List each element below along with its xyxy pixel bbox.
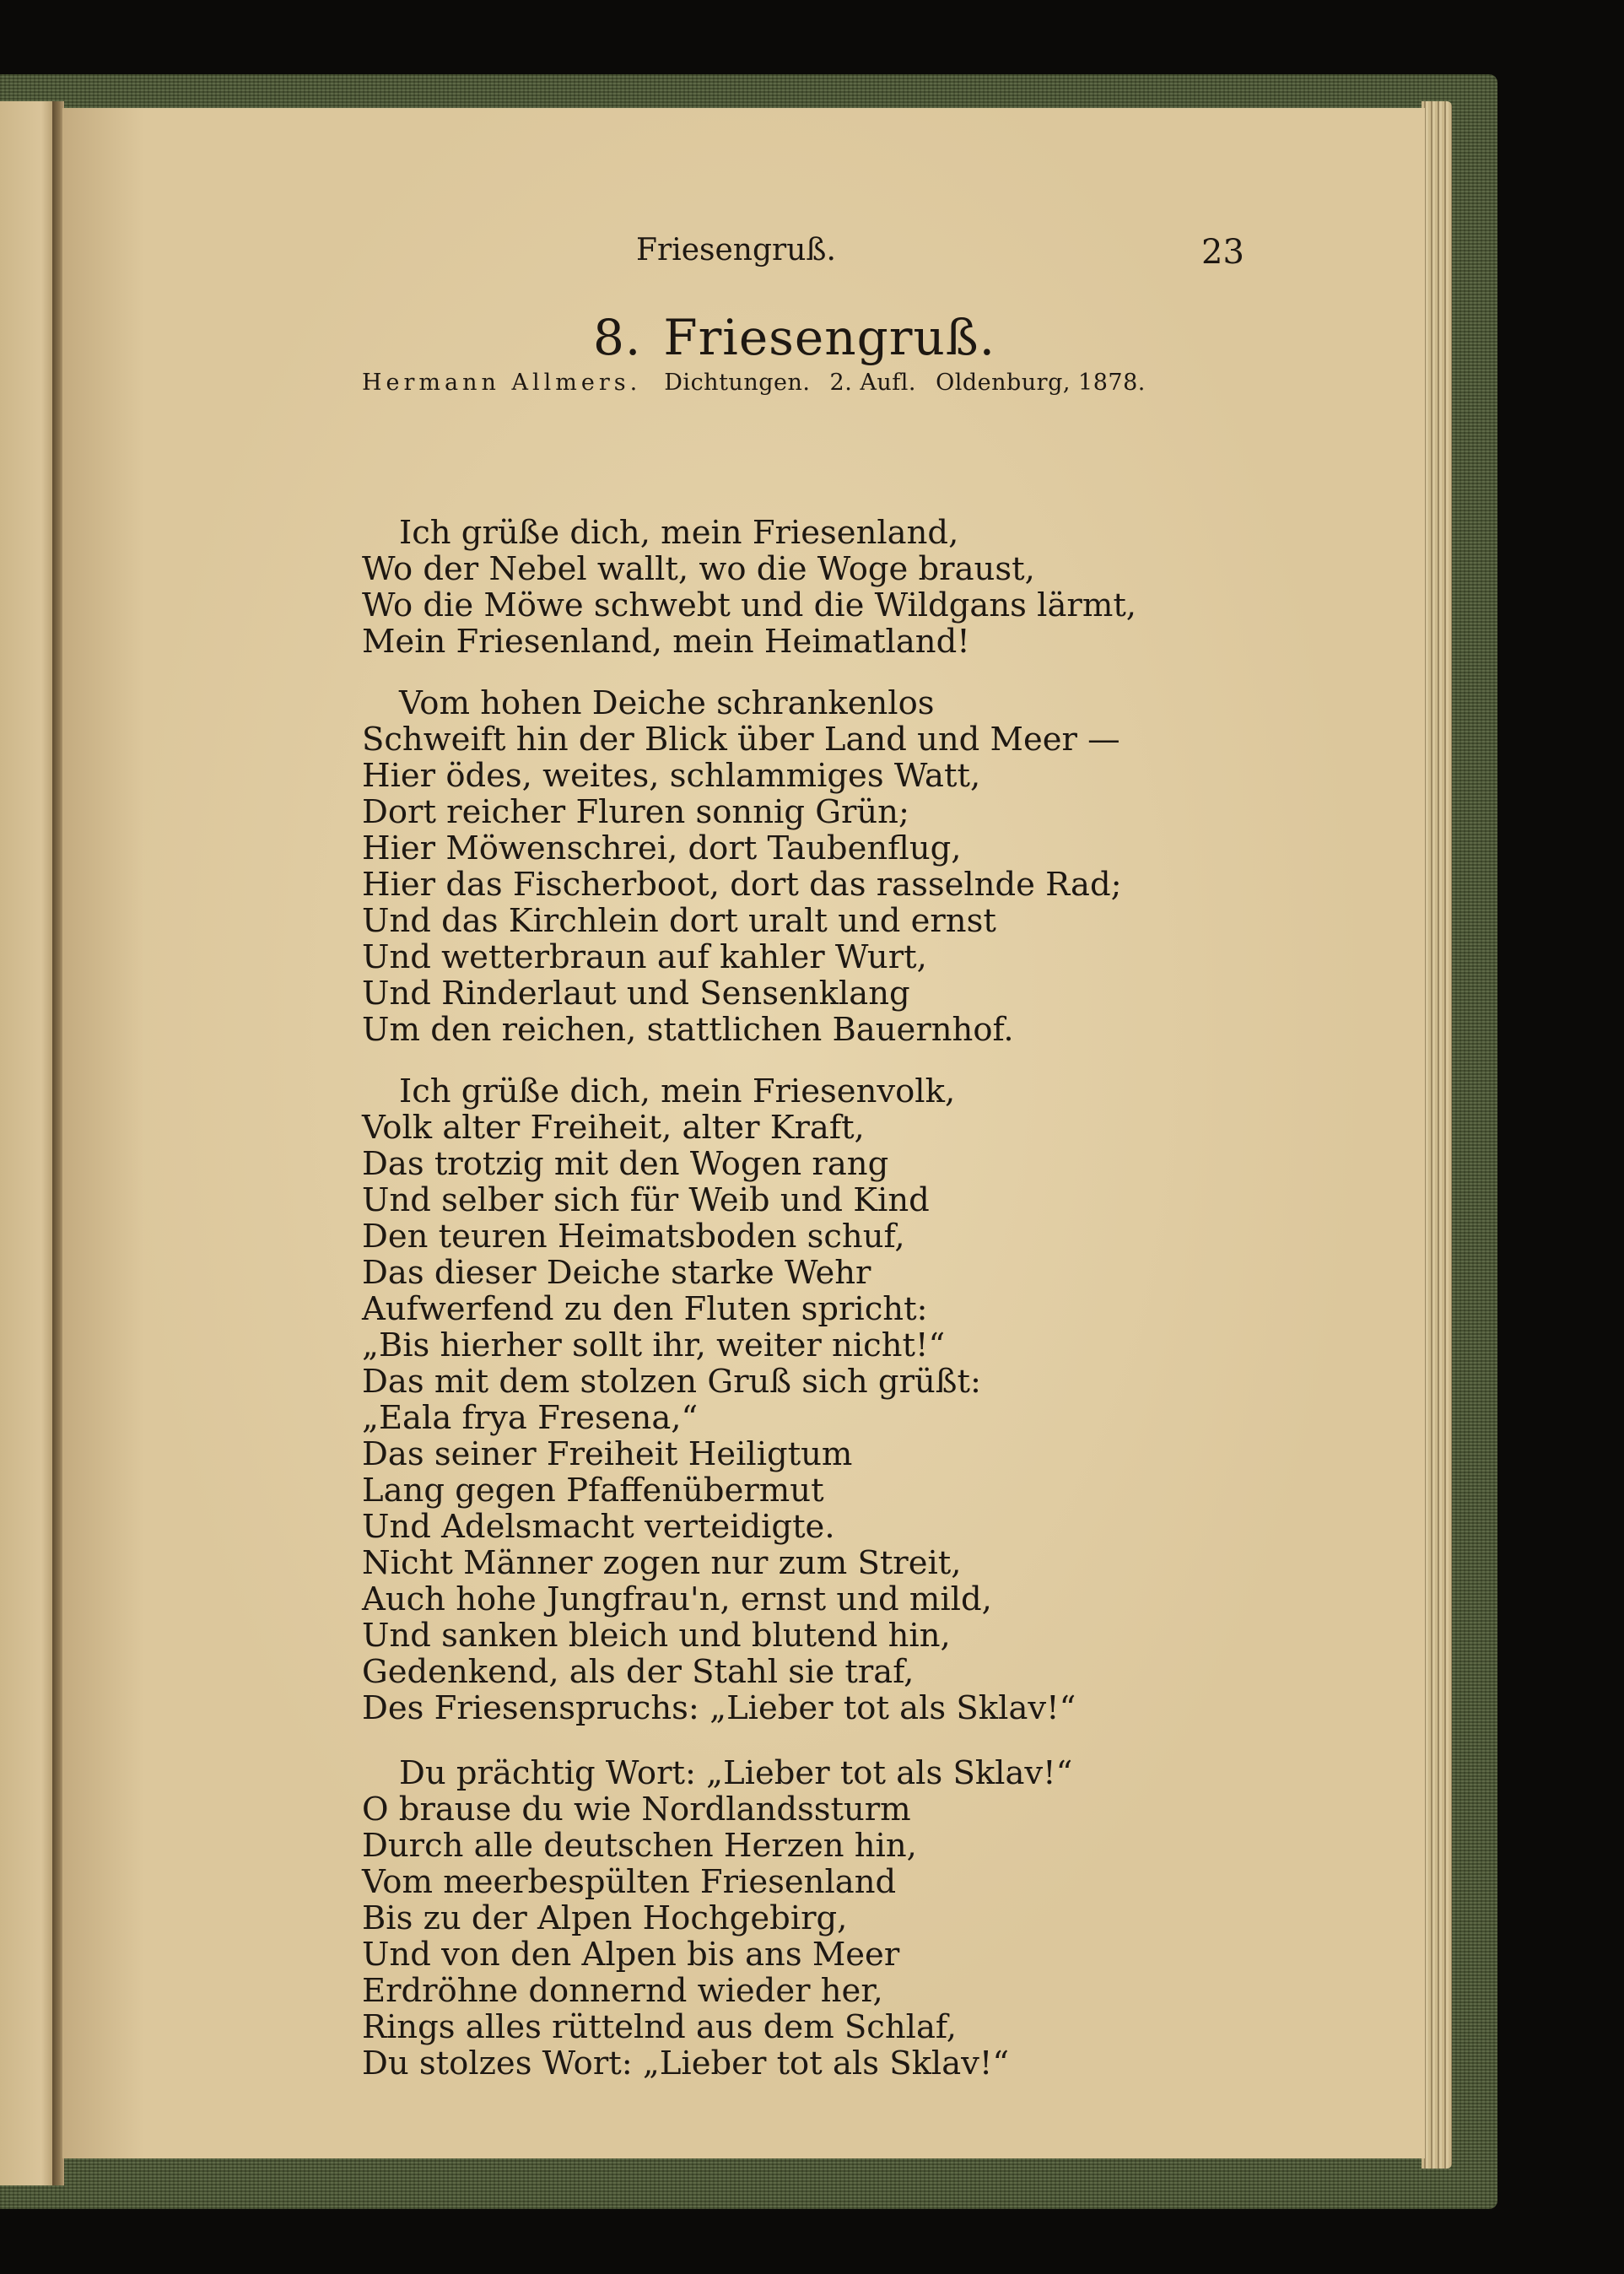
verse-line: Du prächtig Wort: „Lieber tot als Sklav!“: [399, 1754, 1073, 1792]
verse-line: Und das Kirchlein dort uralt und ernst: [362, 902, 996, 940]
verse-line: Und selber sich für Weib und Kind: [362, 1181, 930, 1219]
source-edition: 2. Aufl.: [829, 370, 916, 396]
page-number: 23: [1201, 233, 1244, 272]
verse-line: Um den reichen, stattlichen Bauernhof.: [362, 1011, 1014, 1049]
verse-line: Schweift hin der Blick über Land und Meer —: [362, 721, 1120, 759]
page-edges: [1422, 101, 1452, 2169]
verse-line: Und wetterbraun auf kahler Wurt,: [362, 938, 927, 976]
source-citation: [362, 370, 1157, 396]
verse-line: Erdröhne donnernd wieder her,: [362, 1972, 883, 2010]
verse-line: Gedenkend, als der Stahl sie traf,: [362, 1653, 915, 1691]
verse-line: Ich grüße dich, mein Friesenland,: [399, 514, 959, 552]
stanza-2: [362, 685, 1122, 1048]
verse-line: Bis zu der Alpen Hochgebirg,: [362, 1899, 848, 1937]
verse-line: Wo der Nebel wallt, wo die Woge braust,: [362, 550, 1035, 588]
stanza-3: [362, 1073, 1076, 1726]
verse-line: Aufwerfend zu den Fluten spricht:: [362, 1290, 928, 1328]
verse-line: Des Friesenspruchs: „Lieber tot als Sklav!“: [362, 1689, 1076, 1727]
verse-line: Den teuren Heimatsboden schuf,: [362, 1218, 905, 1256]
verse-line: Das mit dem stolzen Gruß sich grüßt:: [362, 1363, 981, 1401]
verse-line: Das trotzig mit den Wogen rang: [362, 1145, 889, 1183]
verse-line: Das dieser Deiche starke Wehr: [362, 1254, 871, 1292]
verse-line: „Bis hierher sollt ihr, weiter nicht!“: [362, 1326, 946, 1364]
verse-line: Dort reicher Fluren sonnig Grün;: [362, 793, 909, 831]
verse-line: Hier ödes, weites, schlammiges Watt,: [362, 757, 981, 795]
stanza-1: [362, 515, 1136, 660]
verse-line: O brause du wie Nordlandssturm: [362, 1791, 911, 1828]
verse-line: Nicht Männer zogen nur zum Streit,: [362, 1544, 962, 1582]
verse-line: Vom meerbespülten Friesenland: [362, 1863, 897, 1901]
poem-heading: [62, 309, 1425, 366]
source-place-year: Oldenburg, 1878.: [936, 370, 1146, 396]
verse-line: Hier das Fischerboot, dort das rasselnde Rad;: [362, 866, 1122, 904]
verse-line: Durch alle deutschen Herzen hin,: [362, 1827, 917, 1865]
running-title: Friesengruß.: [636, 233, 836, 267]
verse-line: Mein Friesenland, mein Heimatland!: [362, 623, 970, 661]
verse-line: Und sanken bleich und blutend hin,: [362, 1617, 951, 1655]
verse-line: Vom hohen Deiche schrankenlos: [399, 684, 935, 722]
verse-line: Ich grüße dich, mein Friesenvolk,: [399, 1072, 956, 1110]
verse-line: Hier Möwenschrei, dort Taubenflug,: [362, 829, 962, 867]
verse-line: Wo die Möwe schwebt und die Wildgans lärmt,: [362, 586, 1137, 624]
source-author: Hermann Allmers.: [362, 370, 642, 396]
verse-line: Rings alles rüttelnd aus dem Schlaf,: [362, 2008, 958, 2046]
verse-line: Und Rinderlaut und Sensenklang: [362, 975, 910, 1013]
verse-line: „Eala frya Fresena,“: [362, 1399, 699, 1437]
verse-line: Das seiner Freiheit Heiligtum: [362, 1435, 853, 1473]
verse-line: Auch hohe Jungfrau'n, ernst und mild,: [362, 1580, 992, 1618]
stanza-4: [362, 1755, 1072, 2082]
previous-page-edge: [0, 101, 59, 2185]
verse-line: Du stolzes Wort: „Lieber tot als Sklav!“: [362, 2044, 1010, 2082]
verse-line: Und Adelsmacht verteidigte.: [362, 1508, 835, 1546]
verse-line: Und von den Alpen bis ans Meer: [362, 1936, 900, 1974]
source-work: Dichtungen.: [664, 370, 811, 396]
poem-number: 8.: [592, 309, 642, 366]
verse-line: Lang gegen Pfaffenübermut: [362, 1472, 824, 1510]
running-head: [62, 233, 1425, 275]
verse-line: Volk alter Freiheit, alter Kraft,: [362, 1109, 865, 1147]
page: [62, 108, 1425, 2158]
poem-title: Friesengruß.: [663, 309, 996, 366]
